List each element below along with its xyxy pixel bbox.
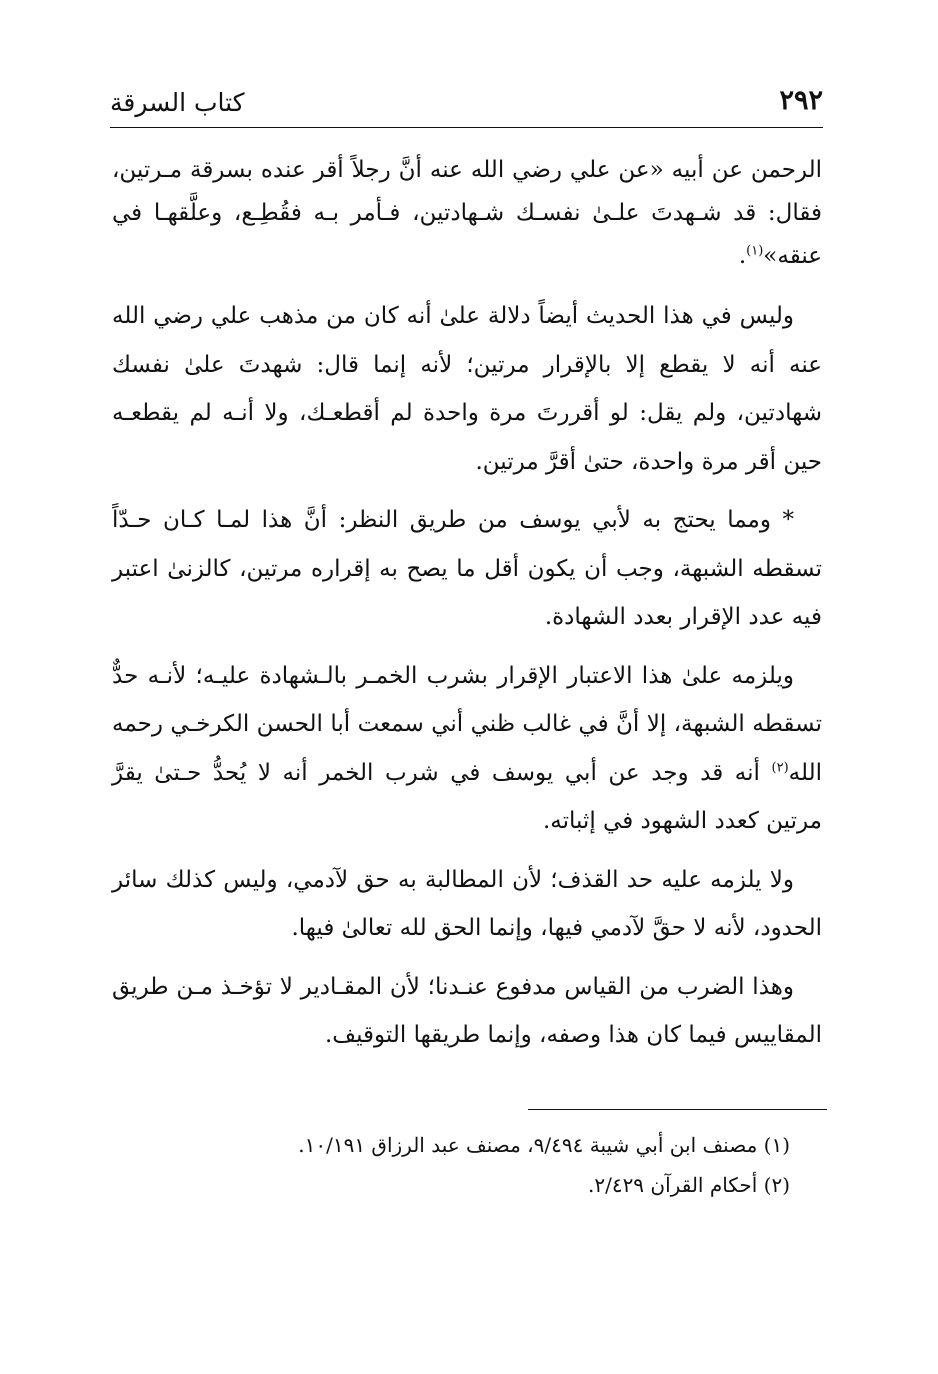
paragraph-4-after: أنه قد وجد عن أبي يوسف في شرب الخمر أنه لا يُحدُّ حـتىٰ يقرَّ مرتين كعدد الشهود في إثباته.: [112, 759, 822, 834]
paragraph-1-tail: .: [738, 243, 747, 269]
footnote-1: (١) مصنف ابن أبي شيبة ٩/٤٩٤، مصنف عبد الرزاق ١٠/١٩١.: [298, 1133, 790, 1157]
footnote-ref-1: (١): [746, 243, 764, 259]
paragraph-3: * ومما يحتج به لأبي يوسف من طريق النظر: أنَّ هذا لمـا كـان حـدّاً تسقطه الشبهة، وجب أن يكون أقل ما يصح به إقراره مرتين، كالزنىٰ اعتبر فيه عدد الإقرار بعدد الشهادة.: [112, 507, 822, 630]
paragraph-4: [112, 652, 822, 846]
paragraph-2: وليس في هذا الحديث أيضاً دلالة علىٰ أنه كان من مذهب علي رضي الله عنه أنه لا يقطع إلا بالإقرار مرتين؛ لأنه إنما قال: شهدتَ علىٰ نفسك شهادتين، ولم يقل: لو أقررتَ مرة واحدة لم أقطعـك، ولا أنـه لم يقطعـه حين أقر مرة واحدة، حتىٰ أقرَّ مرتين.: [112, 303, 822, 475]
running-title: كتاب السرقة: [110, 88, 245, 117]
paragraph-5: ولا يلزمه عليه حد القذف؛ لأن المطالبة به حق لآدمي، وليس كذلك سائر الحدود، لأنه لا حقَّ لآدمي فيها، وإنما الحق لله تعالىٰ فيها.: [112, 866, 822, 941]
paragraph-6: وهذا الضرب من القياس مدفوع عنـدنا؛ لأن المقـادير لا تؤخـذ مـن طريق المقاييس فيما كان هذا وصفه، وإنما طريقها التوقيف.: [112, 973, 822, 1048]
paragraph-1-text: الرحمن عن أبيه «عن علي رضي الله عنه أنَّ رجلاً أقر عنده بسرقة مـرتين، فقال: قد شـهدتَ علـىٰ نفسـك شـهادتين، فـأمر بـه فقُطِـع، وعلَّقهـا في عنقه»: [112, 157, 822, 269]
footnotes: [150, 1125, 790, 1205]
page-number: ٢٩٢: [779, 85, 823, 116]
footnote-rule: [528, 1109, 827, 1110]
main-text: [112, 149, 822, 1060]
footnote-2: (٢) أحكام القرآن ٢/٤٢٩.: [587, 1173, 790, 1197]
page-header: [110, 84, 823, 124]
footnote-ref-2: (٢): [771, 759, 789, 775]
paragraph-1: [112, 149, 822, 278]
paragraph-4-before: ويلزمه علىٰ هذا الاعتبار الإقرار بشرب الخمـر بالـشهادة عليـه؛ لأنـه حدٌّ تسقطه الشبهة، إلا أنَّ في غالب ظني أني سمعت أبا الحسن الكرخـي رحمه الله: [112, 662, 822, 786]
header-rule: [110, 127, 823, 128]
